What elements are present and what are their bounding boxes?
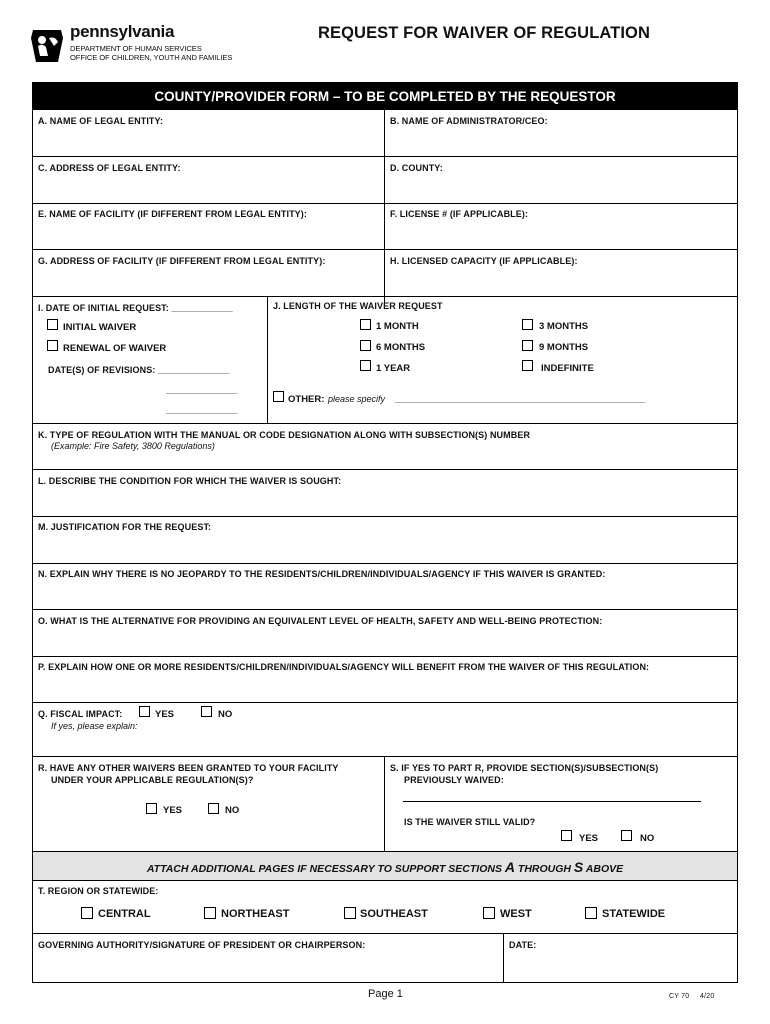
attach-a: A — [504, 859, 515, 875]
one-year-label: 1 YEAR — [376, 363, 411, 374]
field-e-label: E. NAME OF FACILITY (IF DIFFERENT FROM LEGAL ENTITY): — [38, 209, 307, 219]
divider — [503, 933, 504, 983]
field-s-line2: PREVIOUSLY WAIVED: — [404, 775, 504, 785]
field-p-label: P. EXPLAIN HOW ONE OR MORE RESIDENTS/CHILDREN/INDIVIDUALS/AGENCY WILL BENEFIT FROM THE WAIVER OF THIS REGULATION: — [38, 662, 650, 672]
attach-s: S — [573, 859, 584, 875]
fiscal-yes-label: YES — [155, 709, 175, 720]
attach-notice — [33, 851, 737, 881]
field-q-label: Q. FISCAL IMPACT: — [38, 709, 123, 719]
attach-mid: THROUGH — [515, 863, 574, 875]
nine-months-label: 9 MONTHS — [539, 342, 589, 353]
valid-no-checkbox[interactable] — [621, 830, 632, 841]
row-divider — [33, 702, 737, 703]
sections-waived-line[interactable] — [403, 801, 701, 802]
statewide-checkbox[interactable] — [585, 907, 597, 919]
other-label: OTHER: — [288, 394, 325, 405]
field-l-label: L. DESCRIBE THE CONDITION FOR WHICH THE WAIVER IS SOUGHT: — [38, 476, 342, 486]
page-number: Page 1 — [368, 988, 403, 1000]
field-o-label: O. WHAT IS THE ALTERNATIVE FOR PROVIDING AN EQUIVALENT LEVEL OF HEALTH, SAFETY AND WELL-BEING PROTECTION: — [38, 616, 603, 626]
row-divider — [33, 563, 737, 564]
southeast-label: SOUTHEAST — [360, 908, 428, 920]
field-n-label: N. EXPLAIN WHY THERE IS NO JEOPARDY TO THE RESIDENTS/CHILDREN/INDIVIDUALS/AGENCY IF THIS WAIVER IS GRANTED: — [38, 569, 606, 579]
field-s-line1: S. IF YES TO PART R, PROVIDE SECTION(S)/SUBSECTION(S) — [390, 763, 659, 773]
row-divider — [33, 516, 737, 517]
keystone-icon — [30, 26, 64, 64]
valid-no-label: NO — [640, 833, 655, 844]
field-d-label: D. COUNTY: — [390, 163, 443, 173]
field-m-label: M. JUSTIFICATION FOR THE REQUEST: — [38, 522, 212, 532]
field-b-label: B. NAME OF ADMINISTRATOR/CEO: — [390, 116, 548, 126]
field-t-label: T. REGION OR STATEWIDE: — [38, 886, 159, 896]
row-divider — [33, 156, 737, 157]
field-h-label: H. LICENSED CAPACITY (IF APPLICABLE): — [390, 256, 578, 266]
field-r-line2: UNDER YOUR APPLICABLE REGULATION(S)? — [51, 775, 254, 785]
granted-no-label: NO — [225, 805, 240, 816]
six-months-label: 6 MONTHS — [376, 342, 426, 353]
field-g-label: G. ADDRESS OF FACILITY (IF DIFFERENT FROM LEGAL ENTITY): — [38, 256, 326, 266]
central-label: CENTRAL — [98, 908, 151, 920]
statewide-label: STATEWIDE — [602, 908, 666, 920]
row-divider — [33, 756, 737, 757]
three-months-checkbox[interactable] — [522, 319, 533, 330]
nine-months-checkbox[interactable] — [522, 340, 533, 351]
field-k-label: K. TYPE OF REGULATION WITH THE MANUAL OR CODE DESIGNATION ALONG WITH SUBSECTION(S) NUMBER — [38, 430, 531, 440]
southeast-checkbox[interactable] — [344, 907, 356, 919]
attach-pre: ATTACH ADDITIONAL PAGES IF NECESSARY TO SUPPORT SECTIONS — [146, 863, 505, 875]
field-f-label: F. LICENSE # (IF APPLICABLE): — [390, 209, 529, 219]
one-month-checkbox[interactable] — [360, 319, 371, 330]
field-j-label: J. LENGTH OF THE WAIVER REQUEST — [273, 301, 443, 311]
waiver-form — [32, 82, 738, 983]
logo-department: DEPARTMENT OF HUMAN SERVICES — [70, 44, 202, 53]
other-checkbox[interactable] — [273, 391, 284, 402]
form-code: CY 70 4/20 — [669, 993, 715, 1000]
row-divider — [33, 656, 737, 657]
other-specify-line[interactable]: _________________________________________________ — [395, 394, 646, 404]
field-r-line1: R. HAVE ANY OTHER WAIVERS BEEN GRANTED TO YOUR FACILITY — [38, 763, 339, 773]
other-hint: please specify — [328, 394, 386, 404]
indefinite-checkbox[interactable] — [522, 360, 533, 371]
revisions-label: DATE(S) OF REVISIONS: ______________ — [48, 365, 230, 375]
field-i-label: I. DATE OF INITIAL REQUEST: ____________ — [38, 303, 233, 313]
granted-yes-label: YES — [163, 805, 183, 816]
field-k-hint: (Example: Fire Safety, 3800 Regulations) — [51, 441, 215, 451]
central-checkbox[interactable] — [81, 907, 93, 919]
fiscal-hint: If yes, please explain: — [51, 721, 138, 731]
one-year-checkbox[interactable] — [360, 360, 371, 371]
attach-post: ABOVE — [583, 863, 624, 875]
divider — [384, 756, 385, 851]
northeast-checkbox[interactable] — [204, 907, 216, 919]
row-divider — [33, 296, 737, 297]
document-title: REQUEST FOR WAIVER OF REGULATION — [318, 24, 650, 42]
field-a-label: A. NAME OF LEGAL ENTITY: — [38, 116, 164, 126]
one-month-label: 1 MONTH — [376, 321, 419, 332]
row-divider — [33, 933, 737, 934]
west-checkbox[interactable] — [483, 907, 495, 919]
initial-waiver-label: INITIAL WAIVER — [63, 322, 137, 333]
valid-yes-checkbox[interactable] — [561, 830, 572, 841]
field-c-label: C. ADDRESS OF LEGAL ENTITY: — [38, 163, 181, 173]
governing-label: GOVERNING AUTHORITY/SIGNATURE OF PRESIDENT OR CHAIRPERSON: — [38, 940, 366, 950]
logo-name: pennsylvania — [70, 22, 175, 41]
granted-no-checkbox[interactable] — [208, 803, 219, 814]
indefinite-label: INDEFINITE — [541, 363, 594, 374]
granted-yes-checkbox[interactable] — [146, 803, 157, 814]
row-divider — [33, 469, 737, 470]
west-label: WEST — [500, 908, 532, 920]
renewal-waiver-label: RENEWAL OF WAIVER — [63, 343, 167, 354]
fiscal-yes-checkbox[interactable] — [139, 706, 150, 717]
date-label: DATE: — [509, 940, 537, 950]
pa-logo — [30, 24, 270, 66]
renewal-waiver-checkbox[interactable] — [47, 340, 58, 351]
row-divider — [33, 203, 737, 204]
row-divider — [33, 423, 737, 424]
logo-office: OFFICE OF CHILDREN, YOUTH AND FAMILIES — [70, 53, 233, 62]
northeast-label: NORTHEAST — [221, 908, 290, 920]
row-divider — [33, 249, 737, 250]
divider — [384, 110, 385, 303]
revisions-blank-2: ______________ — [166, 385, 238, 395]
divider — [267, 296, 268, 423]
valid-yes-label: YES — [579, 833, 599, 844]
form-banner: COUNTY/PROVIDER FORM – TO BE COMPLETED BY THE REQUESTOR — [33, 83, 737, 110]
initial-waiver-checkbox[interactable] — [47, 319, 58, 330]
revisions-blank-3: ______________ — [166, 405, 238, 415]
still-valid-label: IS THE WAIVER STILL VALID? — [404, 817, 536, 827]
three-months-label: 3 MONTHS — [539, 321, 589, 332]
fiscal-no-checkbox[interactable] — [201, 706, 212, 717]
row-divider — [33, 609, 737, 610]
six-months-checkbox[interactable] — [360, 340, 371, 351]
fiscal-no-label: NO — [218, 709, 233, 720]
